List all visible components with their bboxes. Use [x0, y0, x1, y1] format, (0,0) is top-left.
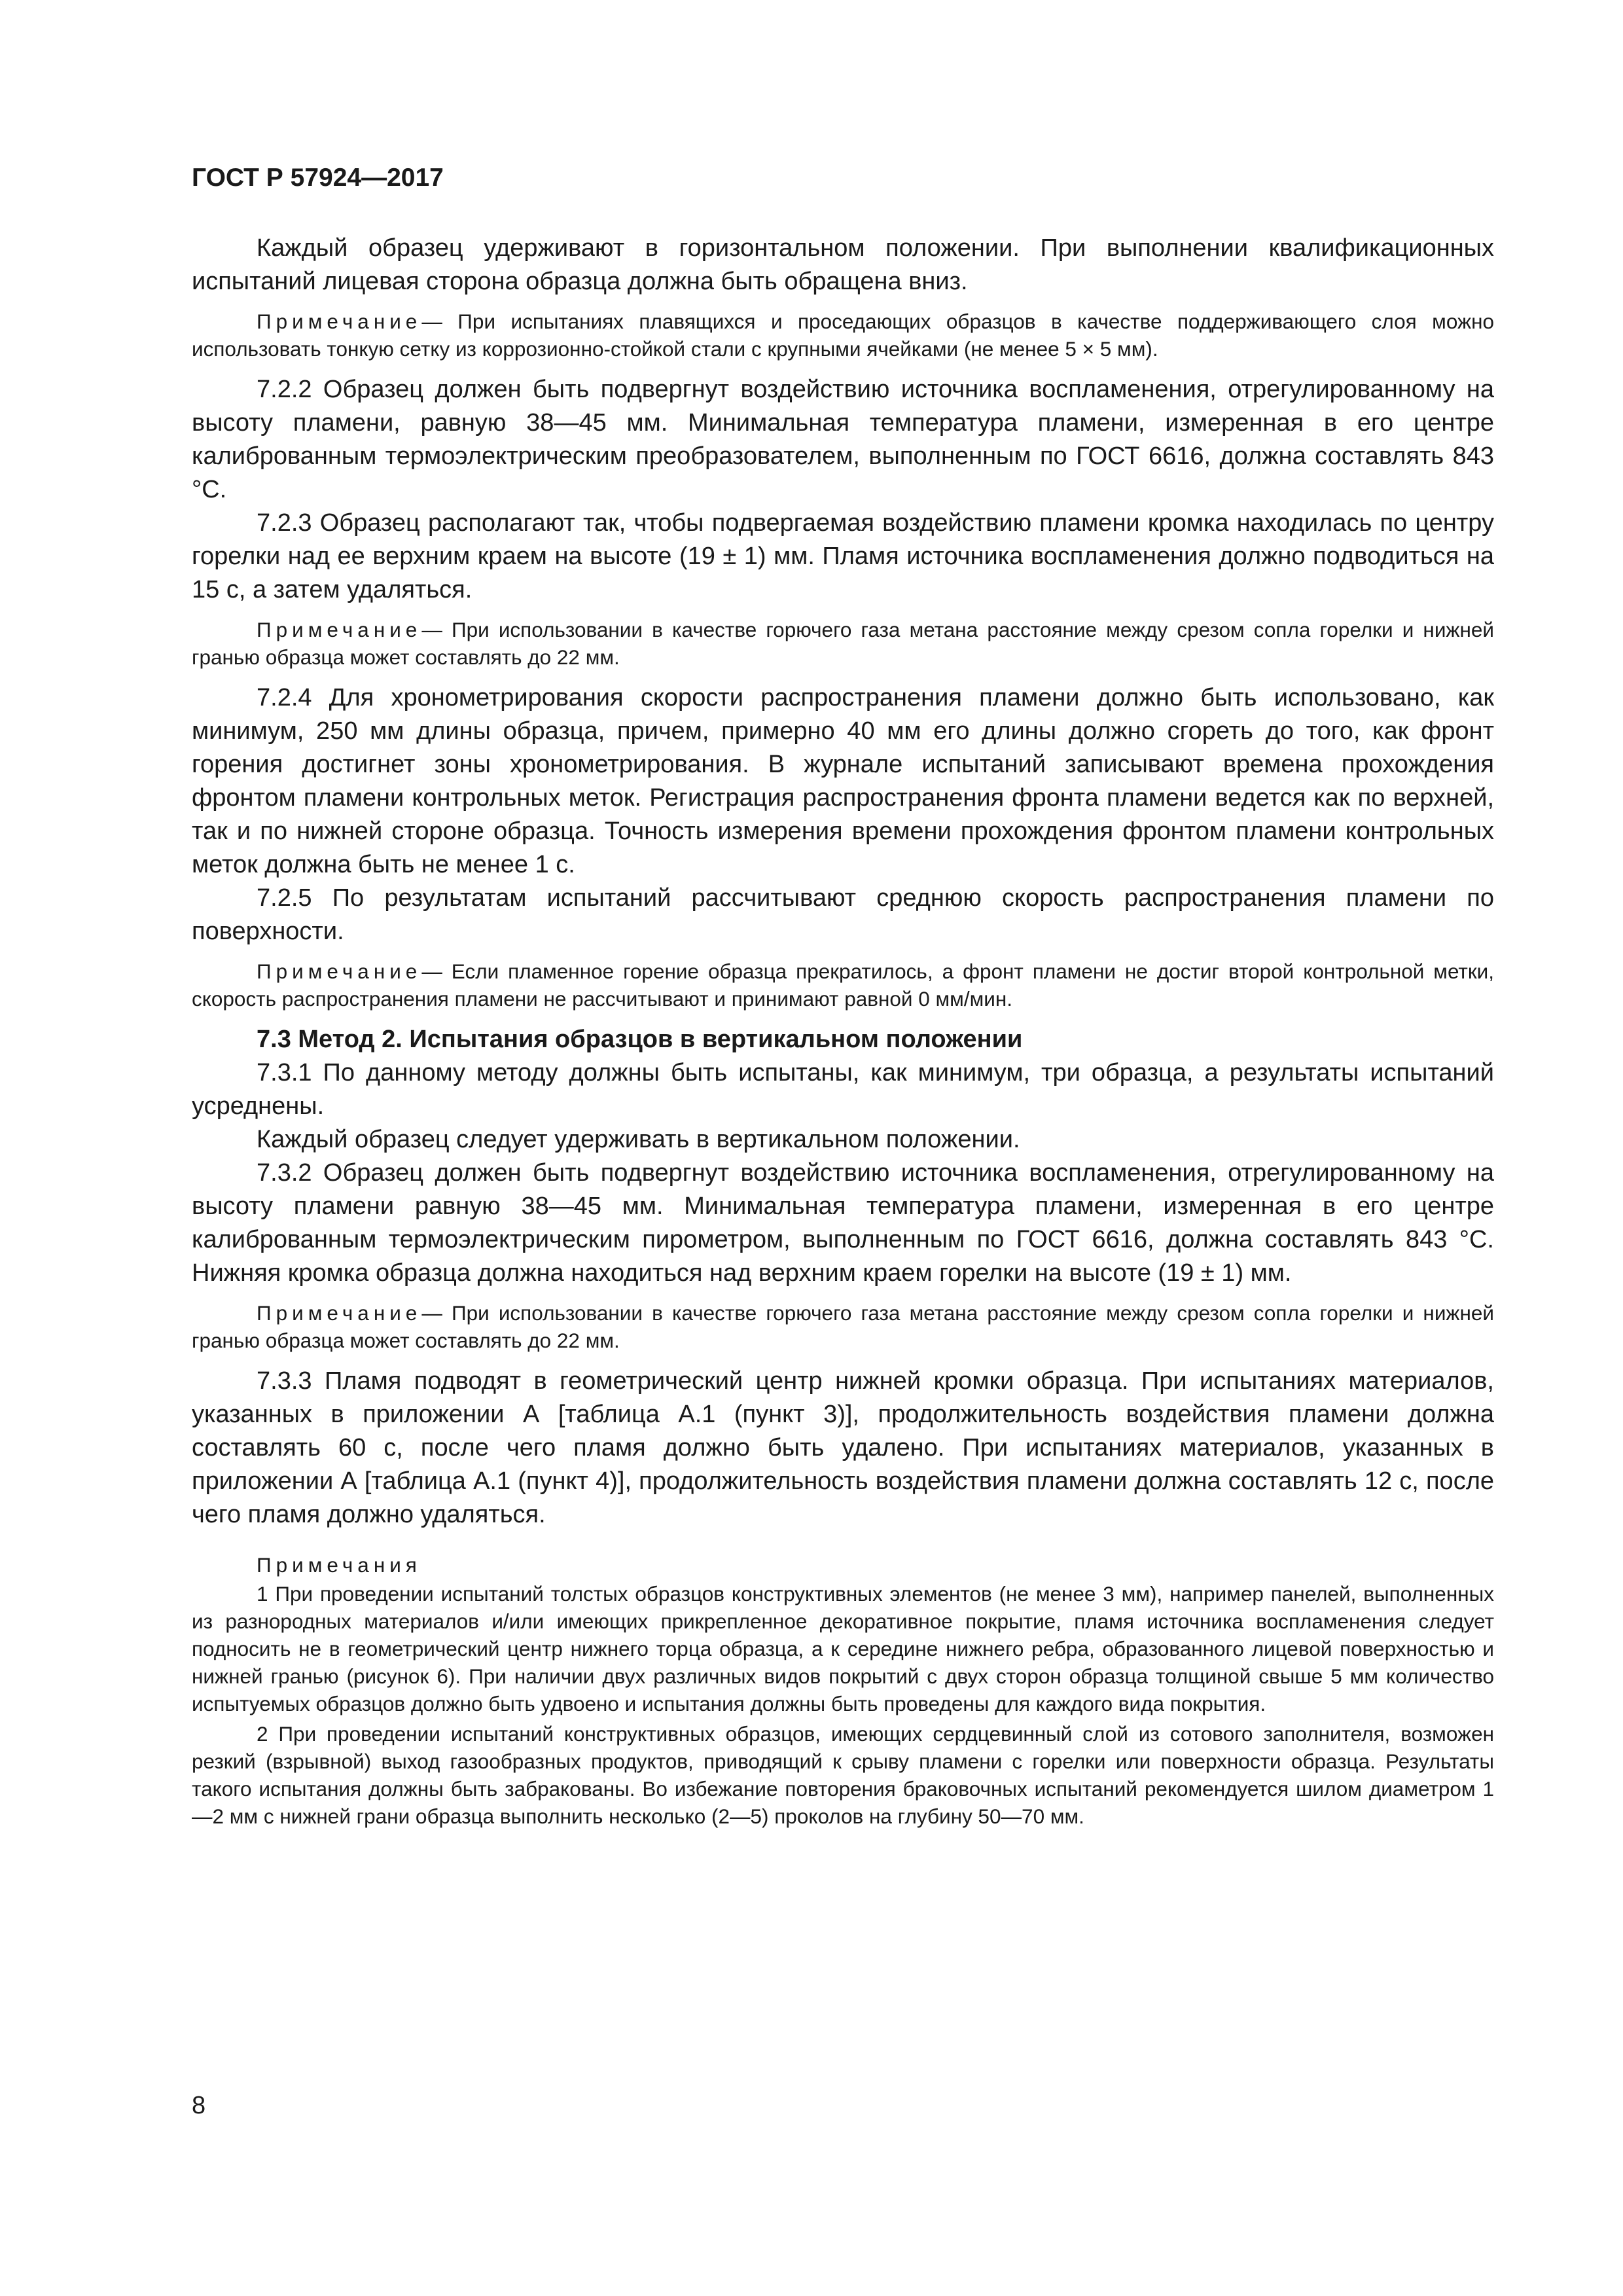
section-7-3-heading: 7.3 Метод 2. Испытания образцов в вертикальном положении [257, 1026, 1023, 1053]
note-text: — При использовании в качестве горючего газа метана расстояние между срезом сопла горелки и нижней гранью образца может составлять до 22 мм. [192, 618, 1494, 669]
note-text: — При испытаниях плавящихся и проседающих образцов в качестве поддерживающего слоя можно использовать тонкую сетку из коррозионно-стойкой стали с крупными ячейками (не менее 5 × 5 мм). [192, 310, 1494, 361]
paragraph-vertical-position: Каждый образец следует удерживать в вертикальном положении. [257, 1126, 1020, 1153]
clause-7-2-4: 7.2.4 Для хронометрирования скорости распространения пламени должно быть использовано, как минимум, 250 мм длины образца, причем, примерно 40 мм его длины должно сгореть до того, как фронт горения достигнет зоны хронометрирования. В журнале испытаний записывают времена прохождения фронтом пламени контрольных меток. Регистрация распространения фронта пламени ведется как по верхней, так и по нижней стороне образца. Точность измерения времени прохождения фронтом пламени контрольных меток должна быть не менее 1 с. [192, 684, 1494, 878]
clause-7-3-2: 7.3.2 Образец должен быть подвергнут воздействию источника воспламенения, отрегулированному на высоту пламени равную 38—45 мм. Минимальная температура пламени, измеренная в его центре калиброванным термоэлектрическим пирометром, выполненным по ГОСТ 6616, должна составлять 843 °С. Нижняя кромка образца должна находиться над верхним краем горелки на высоте (19 ± 1) мм. [192, 1159, 1494, 1287]
clause-7-2-5: 7.2.5 По результатам испытаний рассчитывают среднюю скорость распространения пламени по поверхности. [192, 884, 1494, 945]
note-label: Примечание [257, 618, 422, 641]
note-text: — Если пламенное горение образца прекратилось, а фронт пламени не достиг второй контрольной метки, скорость распространения пламени не рассчитывают и принимают равной 0 мм/мин. [192, 960, 1494, 1011]
paragraph-orientation: Каждый образец удерживают в горизонтальном положении. При выполнении квалификационных испытаний лицевая сторона образца должна быть обращена вниз. [192, 234, 1494, 295]
notes-item-1: 1 При проведении испытаний толстых образцов конструктивных элементов (не менее 3 мм), например панелей, выполненных из разнородных материалов и/или имеющих прикрепленное декоративное покрытие, пламя источника воспламенения следует подносить не в геометрический центр нижнего торца образца, а к середине нижнего ребра, образованного лицевой поверхностью и нижней гранью (рисунок 6). При наличии двух различных видов покрытий с двух сторон образца толщиной свыше 5 мм количество испытуемых образцов должно быть удвоено и испытания должны быть проведены для каждого вида покрытия. [192, 1582, 1494, 1715]
note-methane-vertical [192, 1299, 1494, 1354]
clause-7-2-3: 7.2.3 Образец располагают так, чтобы подвергаемая воздействию пламени кромка находилась по центру горелки над ее верхним краем на высоте (19 ± 1) мм. Пламя источника воспламенения должно подводиться на 15 с, а затем удаляться. [192, 509, 1494, 603]
document-page [192, 162, 1494, 1833]
note-mesh [192, 308, 1494, 363]
notes-item-2: 2 При проведении испытаний конструктивных образцов, имеющих сердцевинный слой из сотового заполнителя, возможен резкий (взрывной) выход газообразных продуктов, приводящий к срыву пламени с горелки или поверхности образца. Результаты такого испытания должны быть забракованы. Во избежание повторения браковочных испытаний рекомендуется шилом диаметром 1—2 мм с нижней грани образца выполнить несколько (2—5) проколов на глубину 50—70 мм. [192, 1722, 1494, 1828]
note-label: Примечание [257, 1301, 422, 1325]
page-number: 8 [192, 2092, 206, 2119]
note-label: Примечание [257, 960, 422, 983]
note-text: — При использовании в качестве горючего газа метана расстояние между срезом сопла горелки и нижней гранью образца может составлять до 22 мм. [192, 1301, 1494, 1352]
notes-title: Примечания [257, 1553, 421, 1577]
clause-7-3-1: 7.3.1 По данному методу должны быть испытаны, как минимум, три образца, а результаты испытаний усреднены. [192, 1059, 1494, 1120]
clause-7-3-3: 7.3.3 Пламя подводят в геометрический центр нижней кромки образца. При испытаниях материалов, указанных в приложении А [таблица А.1 (пункт 3)], продолжительность воздействия пламени должна составлять 60 с, после чего пламя должно быть удалено. При испытаниях материалов, указанных в приложении А [таблица А.1 (пункт 4)], продолжительность воздействия пламени должна составлять 12 с, после чего пламя должно удаляться. [192, 1367, 1494, 1528]
document-header: ГОСТ Р 57924—2017 [192, 164, 444, 192]
note-methane-horizontal [192, 616, 1494, 671]
clause-7-2-2: 7.2.2 Образец должен быть подвергнут воздействию источника воспламенения, отрегулированному на высоту пламени, равную 38—45 мм. Минимальная температура пламени, измеренная в его центре калиброванным термоэлектрическим преобразователем, выполненным по ГОСТ 6616, должна составлять 843 °С. [192, 376, 1494, 503]
note-flame-stopped [192, 958, 1494, 1013]
note-label: Примечание [257, 310, 422, 333]
